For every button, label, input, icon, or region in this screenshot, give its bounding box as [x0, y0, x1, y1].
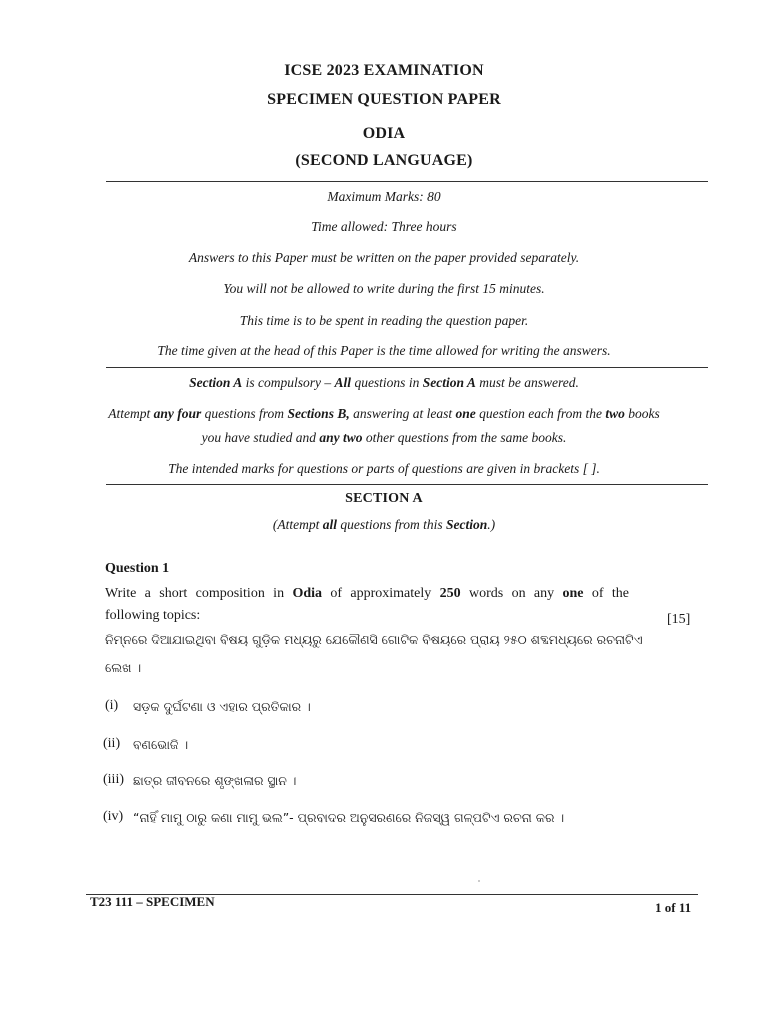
question-text-line2: following topics:: [105, 608, 201, 623]
max-marks: Maximum Marks: 80: [327, 189, 441, 204]
answers-instruction: Answers to this Paper must be written on the paper provided separately.: [188, 250, 580, 265]
header-divider: [106, 181, 708, 182]
page-number: 1 of 11: [655, 900, 692, 915]
time-allowed: Time allowed: Three hours: [311, 219, 457, 234]
question-label: Question 1: [105, 561, 170, 576]
scan-speck: [478, 880, 480, 882]
option-number: (ii): [103, 736, 121, 751]
section-subtitle: (Attempt all questions from this Section.): [272, 517, 496, 532]
option-text: ଛାତ୍ର ଜୀବନରେ ଶୃଙ୍ଖଳାର ସ୍ଥାନ ।: [133, 773, 297, 788]
reading-instruction: This time is to be spent in reading the question paper.: [239, 313, 529, 328]
rule-marks: The intended marks for questions or parts of questions are given in brackets [ ].: [168, 461, 600, 476]
option-text: ବଣଭୋଜି ।: [133, 737, 189, 752]
question-marks: [15]: [667, 612, 691, 627]
question-odia-line2: ଲେଖ ।: [105, 660, 142, 675]
subject-title: ODIA: [362, 125, 406, 142]
language-title: (SECOND LANGUAGE): [295, 152, 473, 169]
paper-code: T23 111 – SPECIMEN: [90, 894, 215, 909]
paper-type: SPECIMEN QUESTION PAPER: [267, 91, 501, 108]
option-number: (iv): [103, 809, 124, 824]
question-odia-line1: ନିମ୍ନରେ ଦିଆଯାଇଥିବା ବିଷୟ ଗୁଡ଼ିକ ମଧ୍ୟରୁ ଯେକୌଣସି ଗୋଟିକ ବିଷୟରେ ପ୍ରାୟ ୨୫୦ ଶବ୍ଦମଧ୍ୟରେ ରଚନାଟିଏ: [105, 632, 643, 647]
exam-title: ICSE 2023 EXAMINATION: [284, 62, 484, 79]
instructions-divider: [106, 367, 708, 368]
rule-section-a: Section A is compulsory – All questions in Section A must be answered.: [189, 375, 579, 390]
rules-divider: [106, 484, 708, 485]
option-number: (iii): [103, 772, 124, 787]
option-number: (i): [105, 698, 119, 713]
option-text: “ନାହିଁ ମାମୁ ଠାରୁ କଣା ମାମୁ ଭଲ”- ପ୍ରବାଦର ଅନୁସରଣରେ ନିଜସ୍ୱ ଗଳ୍ପଟିଏ ରଚନା କର ।: [133, 810, 565, 825]
section-title: SECTION A: [345, 491, 423, 506]
time-head-instruction: The time given at the head of this Paper is the time allowed for writing the answers.: [157, 343, 611, 358]
first-15-instruction: You will not be allowed to write during the first 15 minutes.: [223, 281, 545, 296]
rule-section-b: Attempt any four questions from Sections B, answering at least one question each from the two books: [108, 406, 660, 421]
rule-section-b-cont: you have studied and any two other questions from the same books.: [201, 430, 567, 445]
question-text-line1: Write a short composition in Odia of approximately 250 words on any one of the: [105, 586, 630, 601]
option-text: ସଡ଼କ ଦୁର୍ଘଟଣା ଓ ଏହାର ପ୍ରତିକାର ।: [133, 699, 311, 714]
